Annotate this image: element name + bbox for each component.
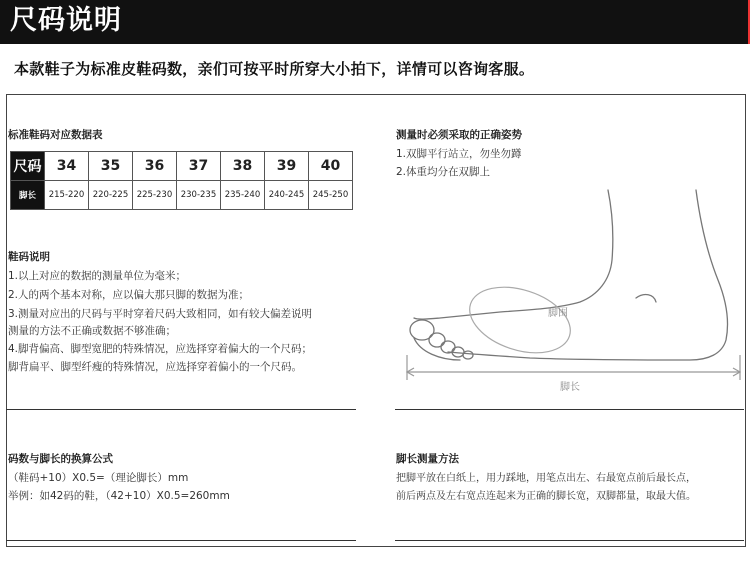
size-table bbox=[10, 151, 353, 210]
length-cell: 235-240 bbox=[221, 181, 265, 210]
formula-line: （鞋码+10）X0.5=（理论脚长）mm bbox=[8, 472, 189, 484]
size-cell: 39 bbox=[265, 152, 309, 181]
size-table-title: 标准鞋码对应数据表 bbox=[8, 129, 103, 141]
size-cell: 34 bbox=[45, 152, 89, 181]
notes-line: 2.人的两个基本对称，应以偏大那只脚的数据为准； bbox=[8, 289, 250, 301]
notes-line: 脚背扁平、脚型纤瘦的特殊情况，应选择穿着偏小的一个尺码。 bbox=[8, 361, 302, 373]
method-line: 前后两点及左右宽点连起来为正确的脚长宽，双脚都量，取最大值。 bbox=[396, 491, 696, 502]
length-label: 脚长 bbox=[560, 382, 580, 393]
posture-line: 2.体重均分在双脚上 bbox=[396, 166, 491, 178]
divider-left-bottom bbox=[6, 540, 356, 541]
girth-label: 脚围 bbox=[548, 308, 568, 319]
foot-outline bbox=[414, 190, 613, 319]
intro-text: 本款鞋子为标准皮鞋码数，亲们可按平时所穿大小拍下，详情可以咨询客服。 bbox=[14, 60, 535, 78]
formula-title: 码数与脚长的换算公式 bbox=[8, 453, 113, 465]
notes-title: 鞋码说明 bbox=[8, 251, 50, 263]
ankle-bump bbox=[636, 295, 656, 302]
notes-line: 4.脚背偏高、脚型宽肥的特殊情况，应选择穿着偏大的一个尺码； bbox=[8, 343, 313, 355]
page-title: 尺码说明 bbox=[10, 5, 122, 36]
girth-loop bbox=[461, 275, 578, 364]
length-cell: 230-235 bbox=[177, 181, 221, 210]
notes-line: 1.以上对应的数据的测量单位为毫米； bbox=[8, 270, 187, 282]
foot-back-outline bbox=[448, 190, 728, 360]
method-line: 把脚平放在白纸上，用力踩地，用笔点出左、右最宽点前后最长点， bbox=[396, 473, 696, 484]
posture-line: 1.双脚平行站立，勿坐勿蹲 bbox=[396, 148, 522, 160]
length-cell: 225-230 bbox=[133, 181, 177, 210]
size-cell: 40 bbox=[309, 152, 353, 181]
toe-2 bbox=[429, 333, 445, 347]
length-cell: 215-220 bbox=[45, 181, 89, 210]
foot-illustration bbox=[400, 180, 745, 400]
length-row-label: 脚长 bbox=[11, 181, 45, 210]
formula-line: 举例：如42码的鞋，（42+10）X0.5=260mm bbox=[8, 490, 230, 502]
divider-left-mid bbox=[6, 409, 356, 410]
length-cell: 220-225 bbox=[89, 181, 133, 210]
length-cell: 240-245 bbox=[265, 181, 309, 210]
divider-right-bottom bbox=[395, 540, 744, 541]
size-cell: 36 bbox=[133, 152, 177, 181]
length-row bbox=[11, 181, 353, 210]
posture-title: 测量时必须采取的正确姿势 bbox=[396, 129, 522, 141]
notes-line: 测量的方法不正确或数据不够准确； bbox=[8, 325, 176, 337]
toe-3 bbox=[441, 341, 455, 353]
length-cell: 245-250 bbox=[309, 181, 353, 210]
size-cell: 37 bbox=[177, 152, 221, 181]
toe-5 bbox=[463, 351, 473, 359]
divider-right-mid bbox=[395, 409, 744, 410]
notes-line: 3.测量对应出的尺码与平时穿着尺码大致相同，如有较大偏差说明 bbox=[8, 308, 313, 320]
size-row bbox=[11, 152, 353, 181]
size-row-label: 尺码 bbox=[11, 152, 45, 181]
header-bar bbox=[0, 0, 750, 44]
size-cell: 35 bbox=[89, 152, 133, 181]
method-title: 脚长测量方法 bbox=[396, 453, 459, 465]
size-cell: 38 bbox=[221, 152, 265, 181]
